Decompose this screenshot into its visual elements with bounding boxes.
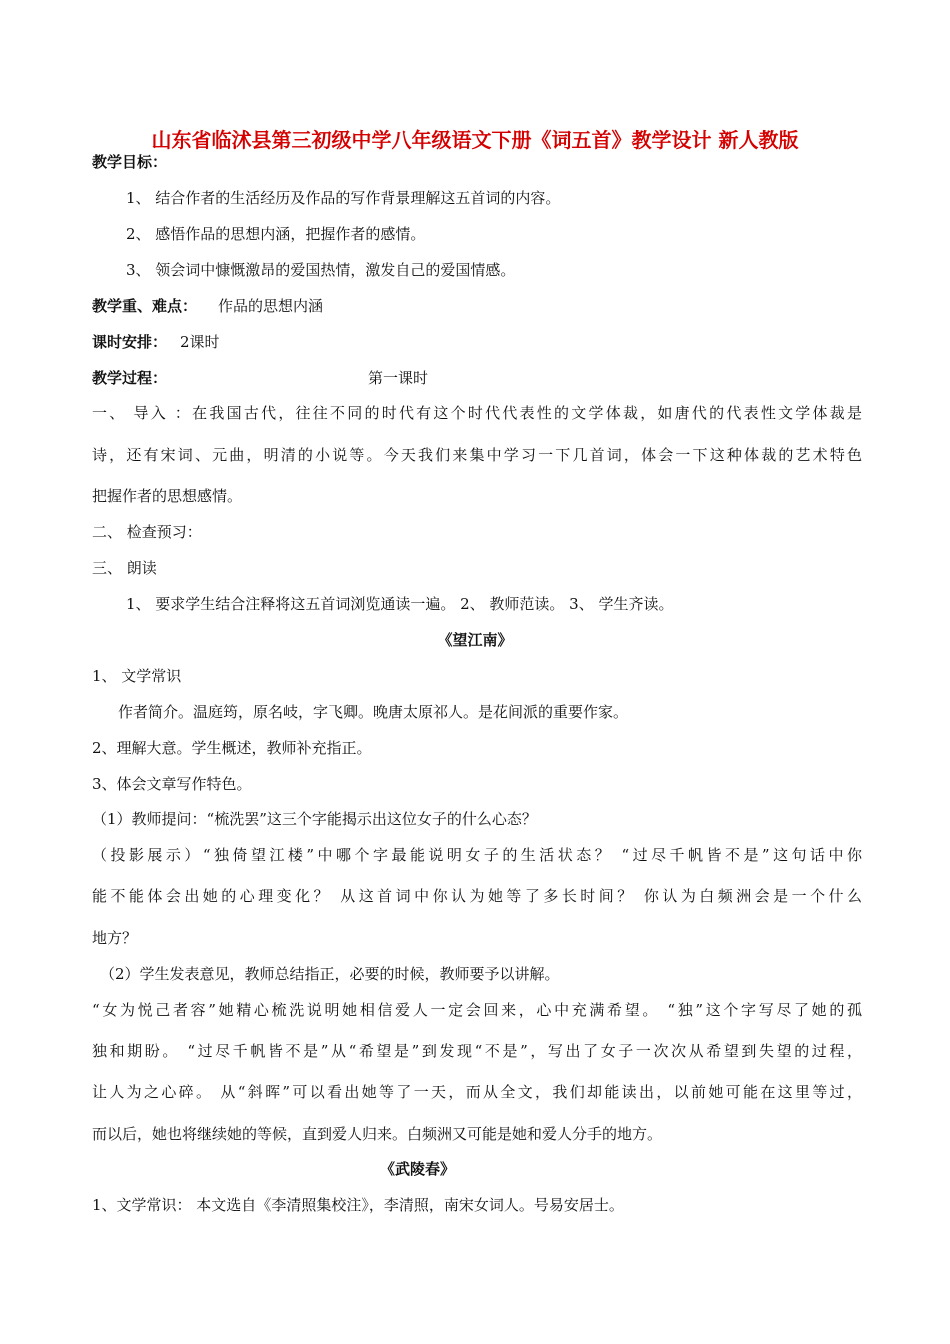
objective-item: 3、 领会词中慷慨激昂的爱国热情，激发自己的爱国情感。 bbox=[126, 261, 516, 279]
poem1-answer-line: 让人为之心碎。 从“斜晖”可以看出她等了一天，而从全文，我们却能读出，以前她可能在这里等过， bbox=[92, 1083, 862, 1101]
poem1-answer-intro: （2）学生发表意见，教师总结指正，必要的时候，教师要予以讲解。 bbox=[100, 965, 560, 983]
key-label: 教学重、难点： bbox=[92, 297, 198, 315]
objective-item: 1、 结合作者的生活经历及作品的写作背景理解这五首词的内容。 bbox=[126, 189, 561, 207]
poem2-title: 《武陵春》 bbox=[380, 1160, 456, 1178]
step-reading: 三、 朗读 bbox=[92, 559, 157, 577]
poem1-line: 3、体会文章写作特色。 bbox=[92, 775, 252, 793]
poem1-question-line: （投影展示）“独倚望江楼”中哪个字最能说明女子的生活状态？ “过尽千帆皆不是”这句话中你 bbox=[92, 846, 862, 864]
intro-line: 一、 导入 ：在我国古代，往往不同的时代有这个时代代表性的文学体裁，如唐代的代表性文学体裁是 bbox=[92, 404, 862, 422]
step-check-preview: 二、 检查预习： bbox=[92, 523, 202, 541]
schedule-value: 2课时 bbox=[180, 333, 220, 351]
objectives-label: 教学目标： bbox=[92, 153, 168, 171]
poem1-question-line: 能不能体会出她的心理变化？ 从这首词中你认为她等了多长时间？ 你认为白频洲会是一个什么 bbox=[92, 887, 862, 905]
poem1-answer-line: “女为悦己者容”她精心梳洗说明她相信爱人一定会回来，心中充满希望。 “独”这个字写尽了她的孤 bbox=[92, 1001, 862, 1019]
poem1-question-line: 地方？ bbox=[92, 929, 138, 947]
poem1-line: （1）教师提问：“梳洗罢”这三个字能揭示出这位女子的什么心态？ bbox=[92, 810, 537, 828]
poem1-line: 2、理解大意。学生概述，教师补充指正。 bbox=[92, 739, 372, 757]
poem1-line: 作者简介。温庭筠，原名岐，字飞卿。晚唐太原祁人。是花间派的重要作家。 bbox=[118, 703, 629, 721]
process-label: 教学过程： bbox=[92, 369, 168, 387]
objective-item: 2、 感悟作品的思想内涵，把握作者的感情。 bbox=[126, 225, 426, 243]
poem1-answer-line: 独和期盼。 “过尽千帆皆不是”从“希望是”到发现“不是”，写出了女子一次次从希望到失望的过程， bbox=[92, 1042, 862, 1060]
intro-line: 把握作者的思想感情。 bbox=[92, 487, 243, 505]
poem2-line: 1、文学常识： 本文选自《李清照集校注》，李清照，南宋女词人。号易安居士。 bbox=[92, 1196, 624, 1214]
poem1-title: 《望江南》 bbox=[437, 631, 513, 649]
reading-steps: 1、 要求学生结合注释将这五首词浏览通读一遍。 2、 教师范读。 3、 学生齐读。 bbox=[126, 595, 674, 613]
document-title: 山东省临沭县第三初级中学八年级语文下册《词五首》教学设计 新人教版 bbox=[151, 128, 799, 152]
session-heading: 第一课时 bbox=[368, 369, 429, 387]
poem1-answer-line: 而以后，她也将继续她的等候，直到爱人归来。白频洲又可能是她和爱人分手的地方。 bbox=[92, 1125, 663, 1143]
poem1-line: 1、 文学常识 bbox=[92, 667, 182, 685]
schedule-label: 课时安排： bbox=[92, 333, 168, 351]
intro-line: 诗，还有宋词、元曲，明清的小说等。今天我们来集中学习一下几首词，体会一下这种体裁的艺术特色 bbox=[92, 446, 862, 464]
key-value: 作品的思想内涵 bbox=[218, 297, 324, 315]
